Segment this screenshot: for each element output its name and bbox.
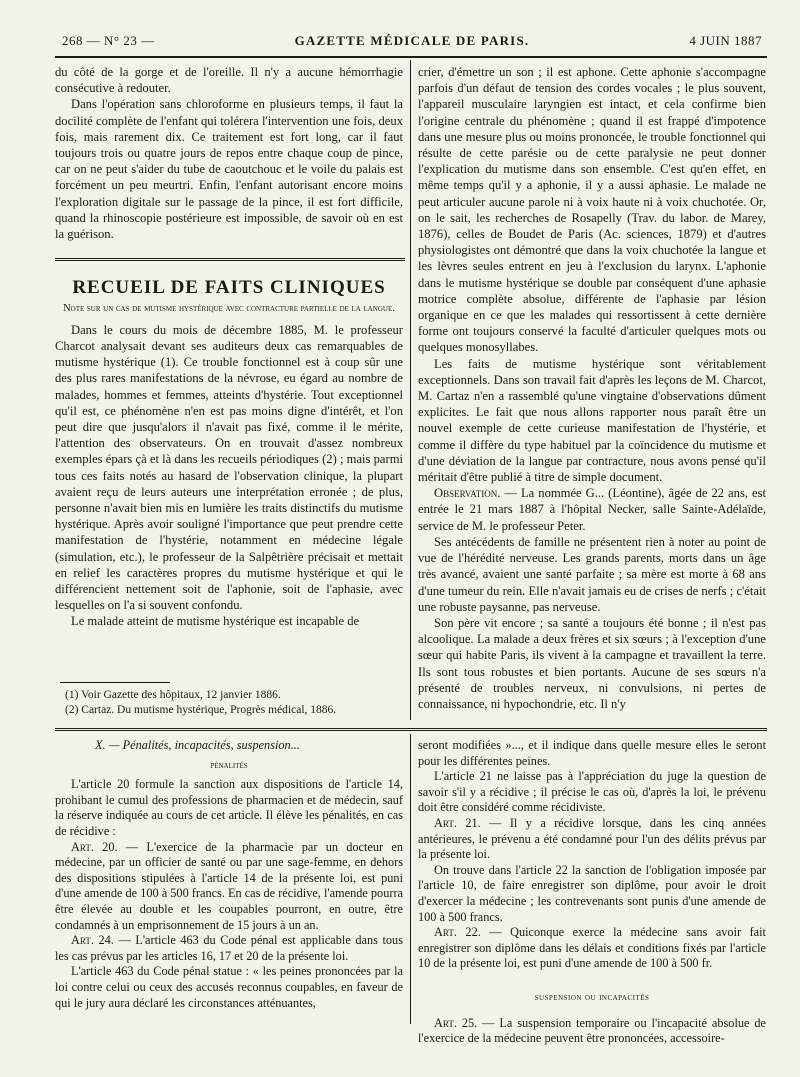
article-label: Art. 25. bbox=[434, 1015, 478, 1030]
subheading: pénalités bbox=[210, 759, 248, 771]
article-label: Art. 21. bbox=[434, 815, 481, 830]
journal-title: GAZETTE MÉDICALE DE PARIS. bbox=[294, 33, 530, 48]
top-left-column-cont bbox=[55, 270, 403, 630]
issue-date: 4 JUIN 1887 bbox=[689, 33, 762, 48]
article-label: Art. 24. bbox=[71, 933, 114, 948]
chapter-title: X. — Pénalités, incapacités, suspension... bbox=[95, 738, 300, 752]
section-title: RECUEIL DE FAITS CLINIQUES bbox=[72, 277, 386, 298]
footnotes bbox=[55, 688, 403, 718]
paragraph: Le malade atteint de mutisme hystérique est incapable de bbox=[71, 614, 360, 629]
paragraph: Dans le cours du mois de décembre 1885, M. le professeur Charcot analysait devant ses auditeurs deux cas remarquables de mutisme hystérique (1). Ce trouble fonctionnel est à coup sûr une des plus rares manifestations de la névrose, eu égard au nombre de malades, hommes et femmes, atteints d'hystérie. Tout exceptionnel qu'il est, ce phénomène n'en est pas moins digne d'intérêt, et l'on peut dire que jusqu'alors il n'avait pas fixé, comme il le mérite, l'attention des observateurs. On en trouvait d'assez nombreux exemples épars çà et là dans les recueils périodiques (2) ; mais parmi tous ces faits notés au hasard de l'observation clinique, la plupart avaient reçu de leurs auteurs une interprétation erronée ; de plus, personne n'avait bien mis en lumière les traits distinctifs du mutisme hystérique. Après avoir souligné l'importance que peut prendre cette manifestation de l'hystérie, notamment en médecine légale (simulation, etc.), le professeur de la Salpêtrière précisait et mettait en relief les caractères propres du mutisme hystérique et qui le différencient nettement soit de l'aphonie, soit de l'aphasie, avec lesquelles on l'a si souvent confondu. bbox=[55, 322, 403, 613]
paragraph: Ses antécédents de famille ne présentent rien à noter au point de vue de l'hérédité nerveuse. Les grands parents, morts dans un âge très avancé, avaient une santé parfaite ; sa mère est morte à 68 ans d'une tumeur du rein. Elle n'avait jamais eu de crises de nerfs ; c'était une robuste paysanne, pas nerveuse. bbox=[418, 534, 766, 614]
column-divider-top bbox=[410, 60, 411, 720]
bottom-left-column bbox=[55, 738, 403, 1011]
header-rule bbox=[55, 56, 767, 58]
paragraph: du côté de la gorge et de l'oreille. Il n'y a aucune hémorrhagie consécutive à redouter. bbox=[55, 65, 403, 96]
paragraph: Les faits de mutisme hystérique sont véritablement exceptionnels. Dans son travail fait d'après les leçons de M. Charcot, M. Cartaz n'en a rassemblé qu'une vingtaine d'observations dûment explicites. Le fait que nous allons rapporter nous paraît être un nouvel exemple de cette curieuse manifestation de l'hystérie, et comme il diffère du type habituel par la coïncidence du mutisme et d'une déviation de la langue par contracture, nous avons pensé qu'il méritait d'être publié à titre de simple document. bbox=[418, 356, 766, 485]
footnote: (2) Cartaz. Du mutisme hystérique, Progrès médical, 1886. bbox=[65, 704, 337, 716]
bottom-right-column bbox=[418, 738, 766, 1047]
paragraph: — Il y a récidive lorsque, dans les cinq années antérieures, le prévenu a été condamné pour l'un des délits prévus par la présente loi. bbox=[418, 815, 766, 862]
middle-rule bbox=[55, 728, 767, 731]
article-subtitle: Note sur un cas de mutisme hystérique avec contracture partielle de la langue. bbox=[63, 303, 395, 315]
paragraph: — L'exercice de la pharmacie par un docteur en médecine, par un officier de santé ou par une sage-femme, en dehors des dispositions stipulées à l'article 14 de la présente loi, est puni d'une amende de 100 à 500 francs. En cas de récidive, l'amende pourra être élevée au double et les coupables pourront, en outre, être condamnés à un emprisonnement de 15 jours à un an. bbox=[55, 839, 403, 932]
footnote-rule bbox=[60, 682, 170, 683]
paragraph: — Quiconque exerce la médecine sans avoir fait enregistrer son diplôme dans les délais et conditions fixés par l'article 10 de la présente loi, est puni d'une amende de 100 à 500 fr. bbox=[418, 925, 766, 971]
top-right-column bbox=[418, 64, 766, 712]
article-label: Art. 22. bbox=[434, 925, 481, 940]
paragraph: Dans l'opération sans chloroforme en plusieurs temps, il faut la docilité complète de l'enfant qui tolérera l'intervention une fois, deux fois, mais rarement dix. Ce traitement est fort long, car il faut toujours trois ou quatre jours de repos entre chaque coup de pince, car on ne peut s'aider du tube de caoutchouc et le voile du palais est forcément un peu meurtri. Enfin, l'enfant autorisant encore moins l'exploration digitale sur le passage de la pince, il est fort difficile, quand la rhinoscopie postérieure est impossible, de savoir où en est la guérison. bbox=[55, 97, 403, 242]
subheading: suspension ou incapacités bbox=[534, 991, 650, 1003]
paragraph: Son père vit encore ; sa santé a toujours été bonne ; il n'est pas alcoolique. La malade a deux frères et six sœurs ; à l'exception d'une sœur qui habite Paris, ils vivent à la campagne et travaillent la terre. Ils sont tous robustes et bien portants. Aucune de ses sœurs n'a présenté de troubles nerveux, ni convulsions, ni pertes de connaissance, ni hypochondrie, etc. Il n'y bbox=[418, 615, 766, 711]
paragraph: — La suspension temporaire ou l'incapacité absolue de l'exercice de la médecine peuvent être prononcées, accessoire- bbox=[418, 1015, 766, 1046]
paragraph: L'article 21 ne laisse pas à l'appréciation du juge la question de savoir s'il y a récidive ; il précise le cas où, d'après la loi, le prévenu doit être considéré comme récidiviste. bbox=[418, 769, 766, 815]
footnote: (1) Voir Gazette des hôpitaux, 12 janvier 1886. bbox=[65, 689, 281, 701]
paragraph: — La nommée G... (Léontine), âgée de 22 ans, est entrée le 21 mars 1887 à l'hôpital Necker, salle Sainte-Adélaïde, service de M. le professeur Peter. bbox=[418, 486, 766, 533]
paragraph: — L'article 463 du Code pénal est applicable dans tous les cas prévus par les articles 16, 17 et 20 de la présente loi. bbox=[55, 933, 403, 963]
paragraph: L'article 463 du Code pénal statue : « les peines prononcées par la loi contre celui ou ceux des accusés reconnus coupables, en faveur de qui le jury aura déclaré les circonstances atténuantes, bbox=[55, 964, 403, 1010]
top-left-column bbox=[55, 64, 403, 242]
paragraph: crier, d'émettre un son ; il est aphone. Cette aphonie s'accompagne parfois d'un défaut de tension des cordes vocales ; le plus souvent, l'appareil musculaire laryngien est intact, et cela confirme bien l'origine centrale du phénomène ; quand il est frappé d'impotence dans une mesure plus ou moins prononcée, le trouble fonctionnel qui résulte de cette parésie ou de cette paralysie ne peut donner l'explication du mutisme dans son ensemble. C'est qu'en effet, en même temps qu'il y a aphonie, il y a aussi aphasie. Le malade ne peut articuler aucune parole ni à voix haute ni à voix chuchotée. Or, on le sait, les recherches de Rosapelly (Trav. du labor. de Marey, 1876), celles de Boudet de Paris (Ac. sciences, 1879) et d'autres physiologistes ont démontré que dans la voix chuchotée la langue et les lèvres seules entrent en jeu à l'exclusion du larynx. L'aphonie dans le mutisme hystérique se double par conséquent d'une aphasie motrice complète absolue, différente de l'aphasie par lésion organique en ce que les malades qui ressortissent à cette dernière forme ont toujours conservé la faculté d'articuler quelques mots ou quelques monosyllabes. bbox=[418, 65, 766, 355]
observation-label: Observation. bbox=[434, 486, 501, 501]
paragraph: L'article 20 formule la sanction aux dispositions de l'article 14, prohibant le cumul des professions de pharmacien et de médecin, sauf la réserve indiquée au cours de cet article. Il élève les pénalités, en cas de récidive : bbox=[55, 777, 403, 838]
column-divider-bottom bbox=[410, 734, 411, 1024]
paragraph: seront modifiées »..., et il indique dans quelle mesure elles le seront pour les différentes peines. bbox=[418, 738, 766, 768]
page-header bbox=[62, 33, 762, 53]
page-number: 268 — N° 23 — bbox=[62, 33, 155, 48]
section-rule bbox=[55, 258, 405, 263]
paragraph: On trouve dans l'article 22 la sanction de l'obligation imposée par l'article 10, de faire enregistrer son diplôme, pour avoir le droit d'exercer la médecine ; les contrevenants sont punis d'une amende de 100 à 500 francs. bbox=[418, 862, 766, 924]
article-label: Art. 20. bbox=[71, 839, 118, 854]
